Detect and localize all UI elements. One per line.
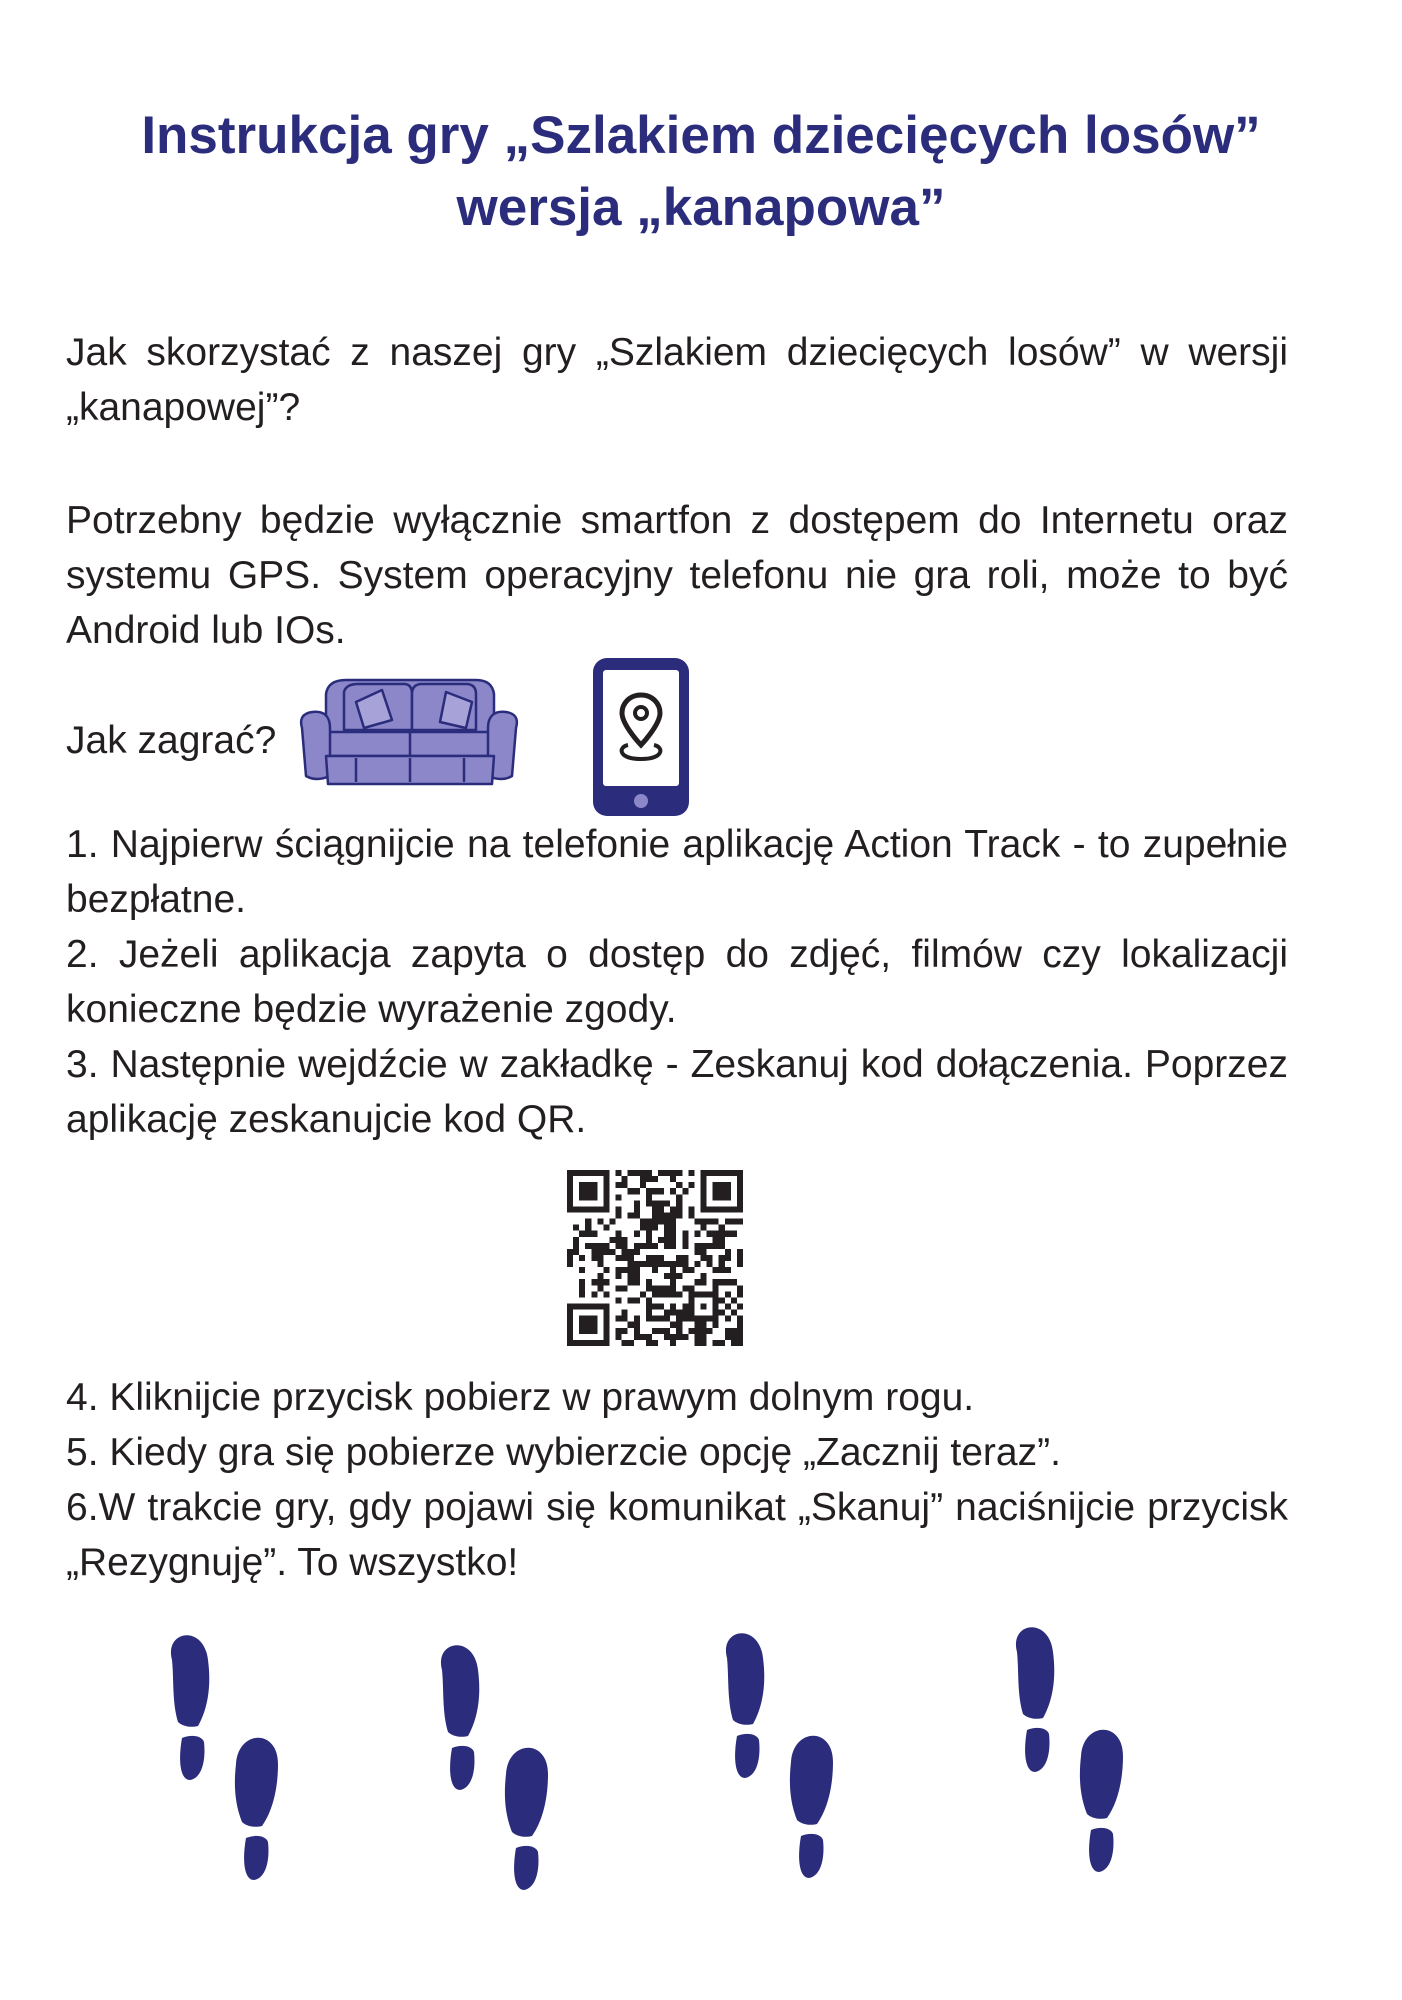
footprints-icon xyxy=(150,1630,310,1890)
requirements-paragraph: Potrzebny będzie wyłącznie smartfon z dostępem do Internetu oraz systemu GPS. System operacyjny telefonu nie gra roli, może to być Android lub IOs. xyxy=(66,499,1288,652)
intro-question: Jak skorzystać z naszej gry „Szlakiem dziecięcych losów” w wersji „kanapowej”? xyxy=(66,331,1288,429)
step-4: 4. Kliknijcie przycisk pobierz w prawym dolnym rogu. xyxy=(66,1376,975,1419)
footprints-icon xyxy=(705,1628,865,1888)
how-to-play-heading: Jak zagrać? xyxy=(66,719,277,762)
step-1: 1. Najpierw ściągnijcie na telefonie aplikację Action Track - to zupełnie bezpłatne. xyxy=(66,823,1288,921)
step-2: 2. Jeżeli aplikacja zapyta o dostęp do zdjęć, filmów czy lokalizacji konieczne będzie wyrażenie zgody. xyxy=(66,933,1288,1031)
page-title xyxy=(0,100,1402,244)
step-6: 6.W trakcie gry, gdy pojawi się komunikat „Skanuj” naciśnijcie przycisk „Rezygnuję”. To wszystko! xyxy=(66,1486,1288,1584)
step-3: 3. Następnie wejdźcie w zakładkę - Zeskanuj kod dołączenia. Poprzez aplikację zeskanujcie kod QR. xyxy=(66,1043,1288,1141)
qr-code xyxy=(567,1170,743,1346)
footprints-icon xyxy=(995,1622,1155,1882)
steps-list-part-1 xyxy=(66,817,1288,1147)
steps-list-part-2 xyxy=(66,1370,1288,1590)
title-line-2: wersja „kanapowa” xyxy=(456,178,946,237)
title-line-1: Instrukcja gry „Szlakiem dziecięcych losów” xyxy=(141,106,1261,165)
sofa-icon xyxy=(296,672,522,792)
footprints-icon xyxy=(420,1640,580,1900)
step-5: 5. Kiedy gra się pobierze wybierzcie opcję „Zacznij teraz”. xyxy=(66,1431,1061,1474)
phone-location-icon xyxy=(590,655,692,819)
